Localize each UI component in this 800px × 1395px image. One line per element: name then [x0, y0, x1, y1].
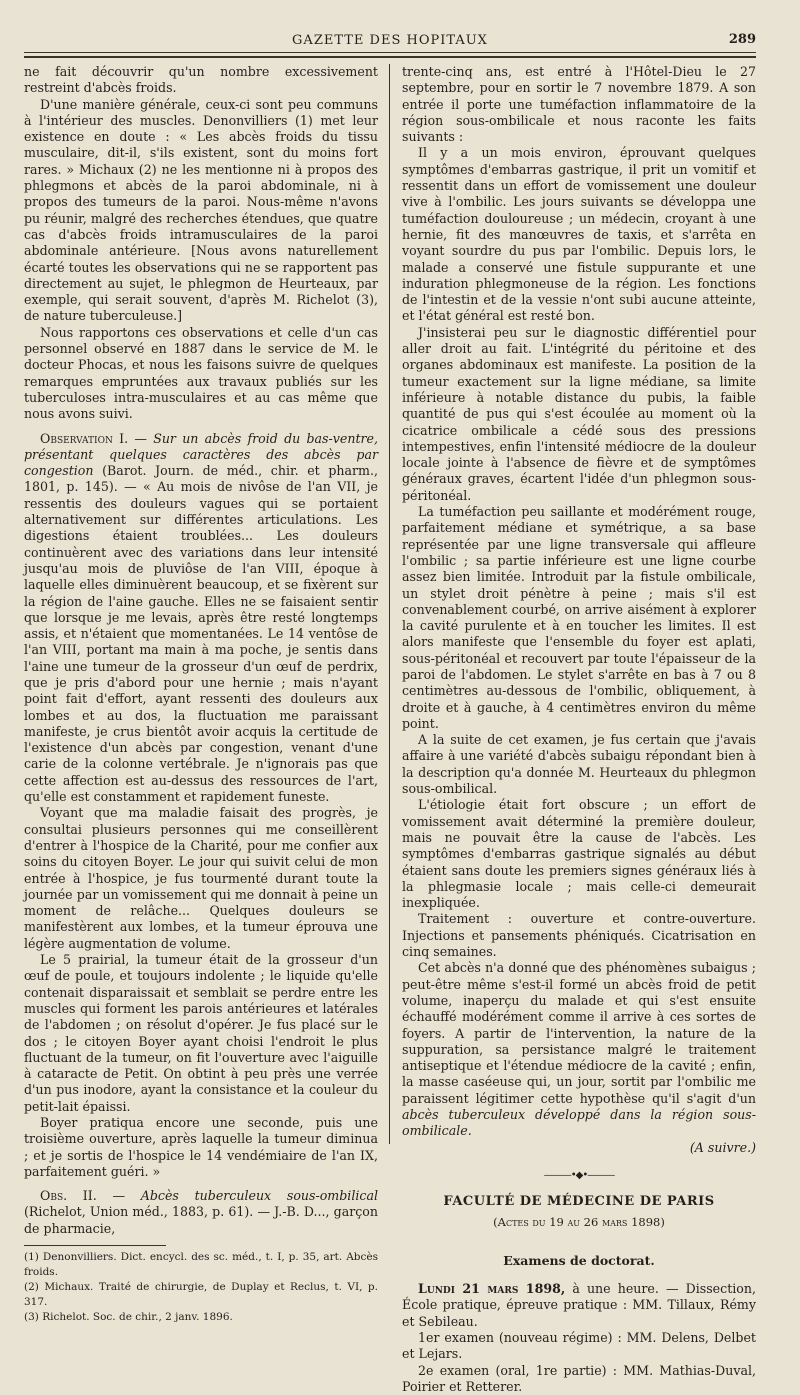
faculty-dates: (Actes du 19 au 26 mars 1898) [493, 1215, 665, 1230]
footnote-rule [24, 1245, 166, 1246]
page-header [24, 30, 756, 53]
observation-text: (Barot. Journ. de méd., chir. et pharm., 1801, p. 145). — « Au mois de nivôse de l'an VII, je ressentis des douleurs vagues qui se portaient alternativement sur différentes articulations. Les digestions étaient troublées... Les douleurs continuèrent avec des variations dans leur intensité jusqu'au mois de pluviôse de l'an VIII, époque à laquelle elles diminuèrent beaucoup, et se fixèrent sur la région de l'aine gauche. Elles ne se faisaient sentir que lorsque je me levais, après être resté longtemps assis, et n'étaient que momentanées. Le 14 ventôse de l'an VIII, portant ma main à ma poche, je sentis dans l'aine une tumeur de la grosseur d'un œuf de perdrix, que je pris d'abord pour une hernie ; mais n'ayant point fait d'effort, ayant ressenti des douleurs aux lombes et au dos, la fluctuation me paraissant manifeste, je crus bientôt avoir acquis la certitude de l'existence d'un abcès par congestion, venant d'une carie de la colonne vertébrale. Je n'ignorais pas que cette affection est au-dessus des ressources de l'art, qu'elle est constamment et rapidement funeste. [24, 463, 378, 805]
exam-entry [402, 1281, 756, 1330]
paragraph: A la suite de cet examen, je fus certain que j'avais affaire à une variété d'abcès subaigu répondant bien à la description qu'a donnée M. Heurteaux du phlegmon sous-ombilical. [402, 732, 756, 797]
right-column [390, 64, 756, 1395]
observation-text: (Richelot, Union méd., 1883, p. 61). — J.-B. D..., garçon de pharmacie, [24, 1204, 378, 1236]
section-ornament: ———•◆•——— [543, 1169, 615, 1181]
paragraph-italic: abcès tuberculeux développé dans la région sous-ombilicale. [402, 1107, 756, 1139]
left-column [24, 64, 390, 1324]
journal-title: GAZETTE DES HOPITAUX [292, 33, 488, 48]
paragraph: L'étiologie était fort obscure ; un effort de vomissement avait déterminé la première douleur, mais ne pouvait être la cause de l'abcès. Les symptômes d'embarras gastrique signalés au début étaient sans doute les premiers signes généraux liés à la phlegmasie locale ; mais celle-ci demeurait inexpliquée. [402, 797, 756, 911]
paragraph: Il y a un mois environ, éprouvant quelques symptômes d'embarras gastrique, il prit un vomitif et ressentit dans un effort de vomissement une douleur vive à l'ombilic. Les jours suivants se développa une tuméfaction douloureuse ; un médecin, croyant à une hernie, fit des manœuvres de taxis, et s'arrêta en voyant sourdre du pus par l'ombilic. Depuis lors, le malade a conservé une fistule suppurante et une induration phlegmoneuse de la région. Les fonctions de l'intestin et de la vessie n'ont subi aucune atteinte, et l'état général est resté bon. [402, 145, 756, 324]
paragraph-text: Cet abcès n'a donné que des phénomènes subaigus ; peut-être même s'est-il formé un abcès froid de petit volume, inaperçu du malade et qui s'est ensuite échauffé modérément comme il arrive à ces sortes de foyers. A partir de l'intervention, la nature de la suppuration, sa persistance malgré le traitement antiseptique et l'étendue médiocre de la cavité ; enfin, la masse caséeuse qui, un jour, sortit par l'ombilic me paraissent légitimer cette hypothèse qu'il s'agit d'un [402, 960, 756, 1106]
exam-entry: 2e examen (oral, 1re partie) : MM. Mathias-Duval, Poirier et Retterer. [402, 1362, 756, 1394]
footnote-3: (3) Richelot. Soc. de chir., 2 janv. 1896. [24, 1311, 233, 1324]
paragraph: Nous rapportons ces observations et celle d'un cas personnel observé en 1887 dans le service de M. le docteur Phocas, et nous les faisons suivre de quelques remarques empruntées aux travaux publiés sur les tuberculoses intra-musculaires et au cas même que nous avons suivi. [24, 324, 378, 422]
observation-label: Obs. II. [40, 1188, 97, 1204]
paragraph: Le 5 prairial, la tumeur était de la grosseur d'un œuf de poule, et toujours indolente ; le liquide qu'elle contenait disparaissait et semblait se perdre entre les muscles qui forment les parois antérieures et latérales de l'abdomen ; on résolut d'opérer. Je fus placé sur le dos ; le citoyen Boyer ayant choisi l'endroit le plus fluctuant de la tumeur, on fit l'ouverture avec l'aiguille à cataracte de Petit. On obtint à peu près une verrée d'un pus inodore, ayant la consistance et la couleur du petit-lait épaissi. [24, 952, 378, 1114]
footnote-1: (1) Denonvilliers. Dict. encycl. des sc. méd., t. I, p. 35, art. Abcès froids. [24, 1251, 378, 1279]
page-number: 289 [728, 32, 756, 47]
paragraph: La tuméfaction peu saillante et modérément rouge, parfaitement médiane et symétrique, a sa base représentée par une ligne transversale qui affleure l'ombilic ; sa partie inférieure est une ligne courbe assez bien limitée. Introduit par la fistule ombilicale, un stylet droit pénètre à peine ; mais s'il est convenablement courbé, on arrive aisément à explorer la cavité purulente et à en toucher les limites. Il est alors manifeste que l'ensemble du foyer est aplati, sous-péritonéal et recouvert par toute l'épaisseur de la paroi de l'abdomen. Le stylet s'arrête en bas à 7 ou 8 centimètres au-dessous de l'ombilic, obliquement, à droite et à gauche, à 4 centimètres environ du même point. [402, 504, 756, 731]
paragraph: D'une manière générale, ceux-ci sont peu communs à l'intérieur des muscles. Denonvilliers (1) met leur existence en doute : « Les abcès froids du tissu musculaire, dit-il, s'ils existent, sont du moins fort rares. » Michaux (2) ne les mentionne ni à propos des phlegmons et abcès de la paroi abdominale, ni à propos des tumeurs de la paroi. Nous-même n'avons pu réunir, malgré des recherches étendues, que quatre cas d'abcès froids intramusculaires de la paroi abdominale antérieure. [Nous avons naturellement écarté toutes les observations qui ne se rapportent pas directement au sujet, le phlegmon de Heurteaux, par exemple, qui serait souvent, d'après M. Richelot (3), de nature tuberculeuse.] [24, 96, 378, 324]
to-be-continued: (A suivre.) [689, 1139, 756, 1155]
observation-title: Sur un abcès froid du bas-ventre, présentant quelques caractères des abcès par congestion [24, 430, 378, 479]
faculty-heading: FACULTÉ DE MÉDECINE DE PARIS [443, 1194, 715, 1210]
observation-title: Abcès tuberculeux sous-ombilical [140, 1188, 378, 1204]
paragraph: Boyer pratiqua encore une seconde, puis une troisième ouverture, après laquelle la tumeur diminua ; et je sortis de l'hospice le 14 vendémiaire de l'an IX, parfaitement guéri. » [24, 1115, 378, 1179]
footnote-2: (2) Michaux. Traité de chirurgie, de Duplay et Reclus, t. VI, p. 317. [24, 1281, 378, 1309]
exam-text: à une heure. — Dissection, École pratique, épreuve pratique : MM. Tillaux, Rémy et Sebileau. [402, 1281, 756, 1329]
exam-date: Lundi 21 mars 1898, [418, 1281, 566, 1297]
header-double-rule [24, 56, 756, 58]
paragraph: Voyant que ma maladie faisait des progrès, je consultai plusieurs personnes qui me conseillèrent d'entrer à l'hospice de la Charité, pour me confier aux soins du citoyen Boyer. Le jour qui suivit celui de mon entrée à l'hospice, je fus tourmenté durant toute la journée par un vomissement qui me donnait à peine un moment de relâche... Quelques douleurs se manifestèrent aux lombes, et la tumeur éprouva une légère augmentation de volume. [24, 805, 378, 951]
two-column-body [24, 64, 756, 1395]
paragraph: ne fait découvrir qu'un nombre excessivement restreint d'abcès froids. [24, 64, 378, 96]
observation-2: Obs. II. — Abcès tuberculeux sous-ombilical (Richelot, Union méd., 1883, p. 61). — J.-B. D..., garçon de pharmacie, [24, 1188, 378, 1236]
paragraph [402, 960, 756, 1139]
exam-entry: 1er examen (nouveau régime) : MM. Delens, Delbet et Lejars. [402, 1329, 756, 1362]
exam-heading: Examens de doctorat. [503, 1252, 655, 1268]
observation-1: Observation I. — Sur un abcès froid du bas-ventre, présentant quelques caractères des abcès par congestion (Barot. Journ. de méd., chir. et pharm., 1801, p. 145). — « Au mois de nivôse de l'an VII, je ressentis des douleurs vagues qui se portaient alternativement sur différentes articulations. Les digestions étaient troublées... Les douleurs continuèrent avec des variations dans leur intensité jusqu'au mois de pluviôse de l'an VIII, époque à laquelle elles diminuèrent beaucoup, et se fixèrent sur la région de l'aine gauche. Elles ne se faisaient sentir que lorsque je me levais, après être resté longtemps assis, et n'étaient que momentanées. Le 14 ventôse de l'an VIII, portant ma main à ma poche, je sentis dans l'aine une tumeur de la grosseur d'un œuf de perdrix, que je pris d'abord pour une hernie ; mais n'ayant point fait d'effort, ayant ressenti des douleurs aux lombes et au dos, la fluctuation me paraissant manifeste, je crus bientôt avoir acquis la certitude de l'existence d'un abcès par congestion, venant d'une carie de la colonne vertébrale. Je n'ignorais pas que cette affection est au-dessus des ressources de l'art, qu'elle est constamment et rapidement funeste. [24, 430, 378, 805]
paragraph: trente-cinq ans, est entré à l'Hôtel-Dieu le 27 septembre, pour en sortir le 7 novembre 1879. A son entrée il porte une tuméfaction inflammatoire de la région sous-ombilicale et nous raconte les faits suivants : [402, 64, 756, 145]
paragraph: J'insisterai peu sur le diagnostic différentiel pour aller droit au fait. L'intégrité du péritoine et des organes abdominaux est manifeste. La position de la tumeur exactement sur la ligne médiane, sa limite inférieure à notable distance du pubis, la faible quantité de pus qui s'est écoulée au moment où la cicatrice ombilicale a cédé sous des pressions intempestives, enfin l'intensité médiocre de la douleur locale jointe à l'absence de fièvre et de symptômes généraux graves, écartent l'idée d'un phlegmon sous-péritonéal. [402, 324, 756, 503]
observation-label: Observation I. [40, 430, 129, 446]
paragraph: Traitement : ouverture et contre-ouverture. Injections et pansements phéniqués. Cicatrisation en cinq semaines. [402, 911, 756, 960]
